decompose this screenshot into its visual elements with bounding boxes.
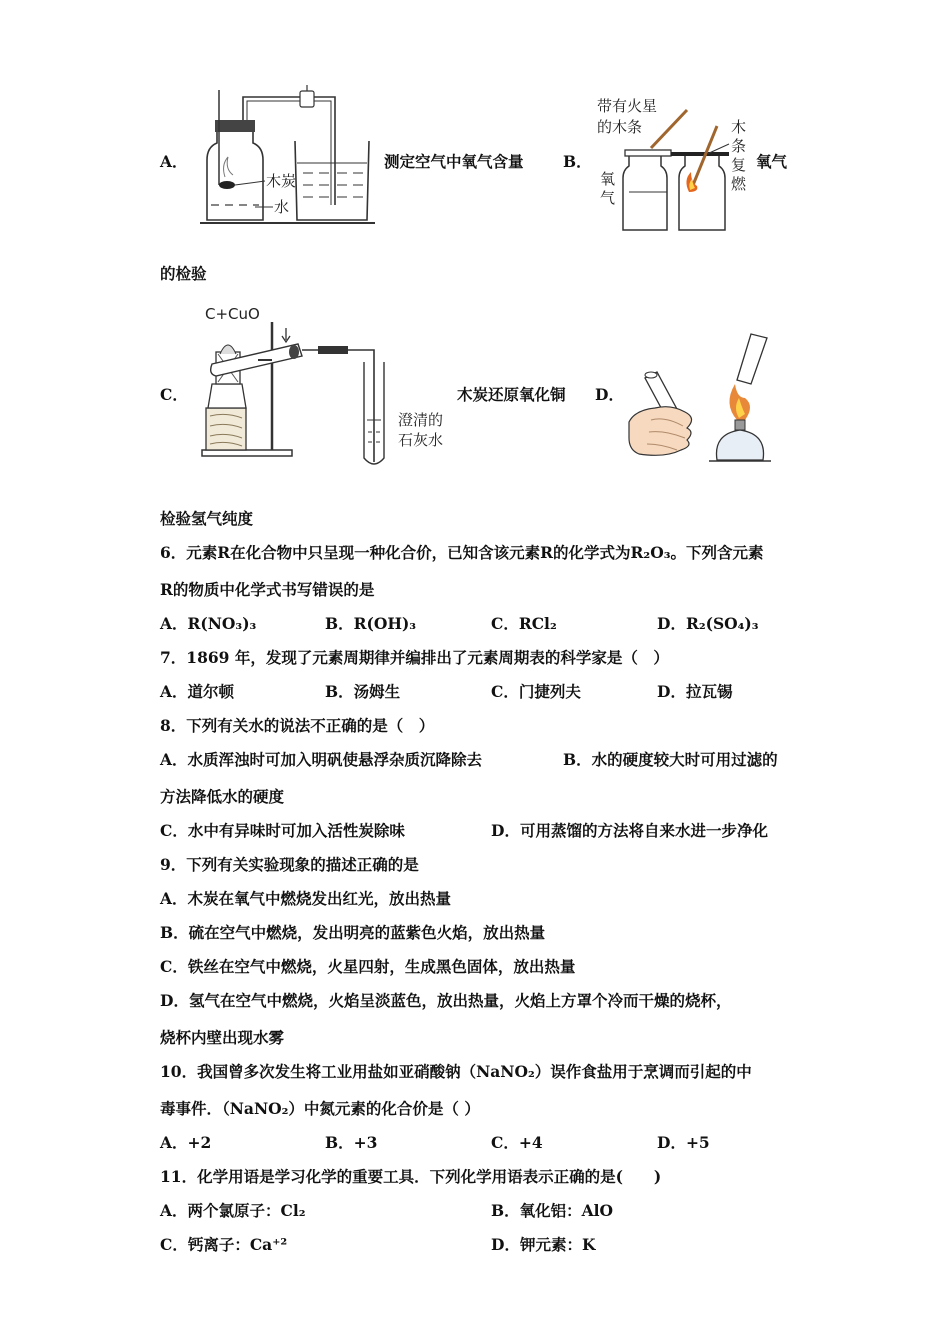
figure-d-apparatus xyxy=(625,328,795,464)
q11-option-c[interactable]: C．钙离子：Ca⁺² xyxy=(160,1235,288,1254)
q9-option-d-line2[interactable]: 烧杯内壁出现水雾 xyxy=(160,1028,285,1047)
q11-option-b[interactable]: B．氧化铝：AlO xyxy=(491,1201,614,1220)
label-charcoal: 木炭 xyxy=(266,172,297,190)
q7-option-b[interactable]: B．汤姆生 xyxy=(325,682,401,701)
q5-option-b-caption-part1: 氧气 xyxy=(756,152,788,171)
q10-option-d[interactable]: D．+5 xyxy=(657,1133,710,1152)
q7-stem: 7．1869 年，发现了元素周期律并编排出了元素周期表的科学家是（ ） xyxy=(160,648,669,667)
q11-option-a[interactable]: A．两个氯原子：Cl₂ xyxy=(160,1201,306,1220)
q11-stem: 11．化学用语是学习化学的重要工具．下列化学用语表示正确的是( ) xyxy=(160,1167,662,1186)
q8-option-a[interactable]: A．水质浑浊时可加入明矾使悬浮杂质沉降除去 xyxy=(160,750,483,769)
q11-option-d[interactable]: D．钾元素：K xyxy=(491,1235,596,1254)
q10-stem-line2: 毒事件．（NaNO₂）中氮元素的化合价是（ ） xyxy=(160,1099,480,1118)
q9-stem: 9．下列有关实验现象的描述正确的是 xyxy=(160,855,419,874)
q10-option-a[interactable]: A．+2 xyxy=(160,1133,212,1152)
q5-option-d-letter[interactable]: D． xyxy=(595,385,624,404)
label-oxygen: 氧气 xyxy=(600,170,616,207)
q7-option-a[interactable]: A．道尔顿 xyxy=(160,682,235,701)
q7-option-d[interactable]: D．拉瓦锡 xyxy=(657,682,733,701)
q5-option-d-caption: 检验氢气纯度 xyxy=(160,509,254,528)
q6-stem-line2: R的物质中化学式书写错误的是 xyxy=(160,580,375,599)
q8-option-d[interactable]: D．可用蒸馏的方法将自来水进一步净化 xyxy=(491,821,768,840)
q7-option-c[interactable]: C．门捷列夫 xyxy=(491,682,581,701)
q8-option-b-line1[interactable]: B．水的硬度较大时可用过滤的 xyxy=(563,750,778,769)
q9-option-c[interactable]: C．铁丝在空气中燃烧，火星四射，生成黑色固体，放出热量 xyxy=(160,957,576,976)
q5-option-c-caption: 木炭还原氧化铜 xyxy=(457,385,566,404)
label-limewater: 澄清的石灰水 xyxy=(398,411,444,449)
label-relight: 木条复燃 xyxy=(731,118,747,193)
q8-option-b-line2[interactable]: 方法降低水的硬度 xyxy=(160,787,285,806)
q9-option-b[interactable]: B．硫在空气中燃烧，发出明亮的蓝紫色火焰，放出热量 xyxy=(160,923,546,942)
q8-option-c[interactable]: C．水中有异味时可加入活性炭除味 xyxy=(160,821,405,840)
q5-option-c-letter[interactable]: C． xyxy=(160,385,188,404)
label-reagent: C+CuO xyxy=(205,305,260,323)
q6-stem-line1: 6．元素R在化合物中只呈现一种化合价，已知含该元素R的化学式为R₂O₃。下列含元素 xyxy=(160,543,764,562)
q6-option-c[interactable]: C．RCl₂ xyxy=(491,614,557,633)
q5-option-a-caption: 测定空气中氧气含量 xyxy=(384,152,524,171)
q8-stem: 8．下列有关水的说法不正确的是（ ） xyxy=(160,716,435,735)
q6-option-d[interactable]: D．R₂(SO₄)₃ xyxy=(657,614,759,633)
q5-option-b-caption-part2: 的检验 xyxy=(160,264,207,283)
q9-option-d-line1[interactable]: D．氢气在空气中燃烧，火焰呈淡蓝色，放出热量，火焰上方罩个冷而干燥的烧杯， xyxy=(160,991,732,1010)
q5-option-a-letter[interactable]: A． xyxy=(160,152,188,171)
label-water: 水 xyxy=(274,198,290,216)
q10-option-b[interactable]: B．+3 xyxy=(325,1133,378,1152)
q10-option-c[interactable]: C．+4 xyxy=(491,1133,543,1152)
q10-stem-line1: 10．我国曾多次发生将工业用盐如亚硝酸钠（NaNO₂）误作食盐用于烹调而引起的中 xyxy=(160,1062,752,1081)
q6-option-a[interactable]: A．R(NO₃)₃ xyxy=(160,614,257,633)
q5-option-b-letter[interactable]: B． xyxy=(563,152,592,171)
q9-option-a[interactable]: A．木炭在氧气中燃烧发出红光，放出热量 xyxy=(160,889,452,908)
q6-option-b[interactable]: B．R(OH)₃ xyxy=(325,614,417,633)
label-splint: 带有火星的木条 xyxy=(597,97,658,136)
